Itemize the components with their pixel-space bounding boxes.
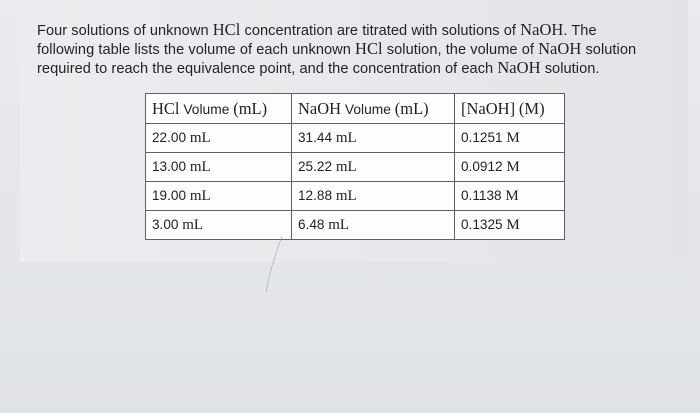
naoh-formula: NaOH xyxy=(520,20,564,39)
table-row xyxy=(146,153,565,182)
cell-naoh-concentration: 0.1138 M xyxy=(455,182,565,211)
titration-table xyxy=(145,93,565,240)
cell-hcl-volume: 13.00 mL xyxy=(146,153,292,182)
cell-hcl-volume: 19.00 mL xyxy=(146,182,292,211)
cell-naoh-volume: 6.48 mL xyxy=(292,211,455,240)
table-row xyxy=(146,211,565,240)
table-header-row xyxy=(146,94,565,124)
hcl-formula: HCl xyxy=(355,39,383,58)
question-line-1: Four solutions of unknown HCl concentration are titrated with solutions of NaOH. The xyxy=(37,20,597,39)
table-row xyxy=(146,182,565,211)
cell-hcl-volume: 22.00 mL xyxy=(146,124,292,153)
naoh-formula: NaOH xyxy=(538,39,582,58)
naoh-formula: NaOH xyxy=(497,58,541,77)
cell-naoh-volume: 31.44 mL xyxy=(292,124,455,153)
cell-naoh-concentration: 0.1325 M xyxy=(455,211,565,240)
hcl-formula: HCl xyxy=(212,20,241,39)
question-text xyxy=(37,21,677,78)
question-line-2: following table lists the volume of each unknown HCl solution, the volume of NaOH solution xyxy=(37,39,637,58)
cell-naoh-concentration: 0.0912 M xyxy=(455,153,565,182)
header-naoh-concentration: [NaOH] (M) xyxy=(455,94,565,124)
cell-naoh-concentration: 0.1251 M xyxy=(455,124,565,153)
cell-hcl-volume: 3.00 mL xyxy=(146,211,292,240)
table-row xyxy=(146,124,565,153)
question-line-3: required to reach the equivalence point, and the concentration of each NaOH solution. xyxy=(37,58,600,77)
cell-naoh-volume: 12.88 mL xyxy=(292,182,455,211)
header-naoh-volume: NaOH Volume (mL) xyxy=(292,94,455,124)
header-hcl-volume: HCl Volume (mL) xyxy=(146,94,292,124)
cell-naoh-volume: 25.22 mL xyxy=(292,153,455,182)
